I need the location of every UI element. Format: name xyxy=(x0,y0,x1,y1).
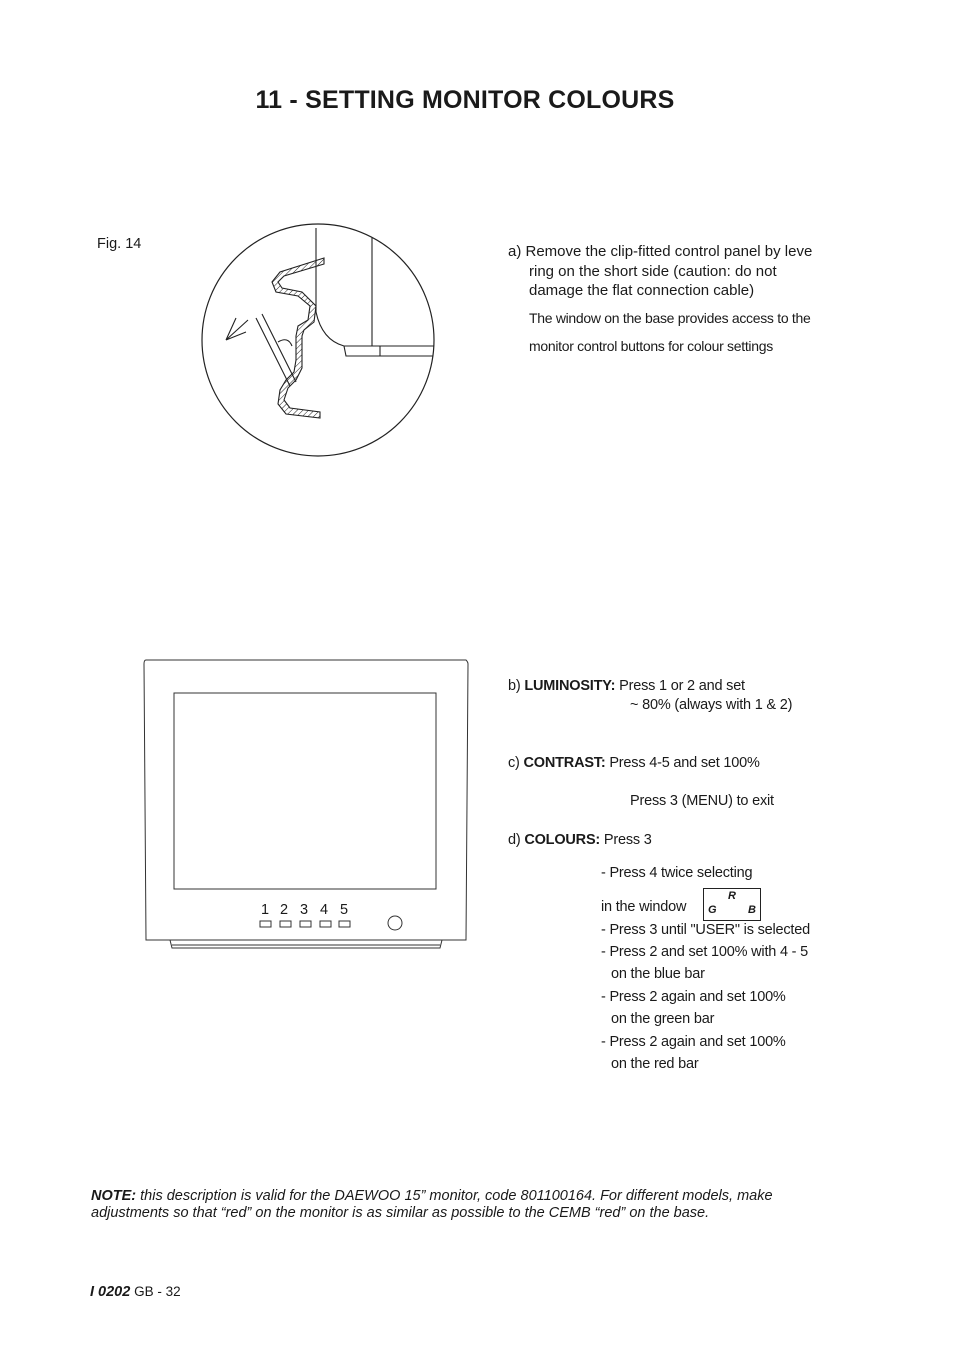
note-label: NOTE: xyxy=(91,1188,137,1204)
section-c-prefix: c) xyxy=(508,755,524,771)
section-b-line2: ~ 80% (always with 1 & 2) xyxy=(630,697,793,713)
colours-label: COLOURS: xyxy=(524,832,601,848)
rgb-r: R xyxy=(728,890,736,902)
section-d xyxy=(508,832,652,848)
section-a xyxy=(508,242,868,357)
figure-label: Fig. 14 xyxy=(97,236,142,252)
monitor-button-3-label: 3 xyxy=(300,902,309,918)
section-d-prefix: d) xyxy=(508,832,525,848)
section-c-text: Press 4-5 and set 100% xyxy=(605,755,760,771)
section-a-line3: damage the flat connection cable) xyxy=(529,282,755,299)
rgb-g: G xyxy=(708,904,717,916)
colours-step: - Press 2 again and set 100% xyxy=(601,1034,786,1050)
rgb-b: B xyxy=(748,904,756,916)
section-d-text: Press 3 xyxy=(600,832,652,848)
section-a-line2: ring on the short side (caution: do not xyxy=(529,262,777,280)
luminosity-label: LUMINOSITY: xyxy=(524,678,616,694)
section-c xyxy=(508,755,760,771)
page-footer xyxy=(90,1284,181,1300)
page-title: 11 - SETTING MONITOR COLOURS xyxy=(255,86,675,114)
section-a-line1: a) Remove the clip-fitted control panel by leve xyxy=(508,243,813,260)
colours-step: in the window xyxy=(601,899,687,915)
note-text: this description is valid for the DAEWOO 15” monitor, code 801100164. For different models, make adjustments so that “red” on the monitor is as similar as possible to the CEMB “red” on the base. xyxy=(91,1188,773,1221)
section-b-prefix: b) xyxy=(508,678,525,694)
monitor-button-1-label: 1 xyxy=(261,902,270,918)
colours-step: on the green bar xyxy=(611,1011,715,1027)
colours-step: on the blue bar xyxy=(611,966,705,982)
section-b-text: Press 1 or 2 and set xyxy=(615,678,745,694)
note-paragraph xyxy=(91,1188,851,1222)
monitor-button-4-label: 4 xyxy=(320,902,329,918)
section-b xyxy=(508,678,745,694)
monitor-button-2-label: 2 xyxy=(280,902,289,918)
colours-step: on the red bar xyxy=(611,1056,699,1072)
colours-step: - Press 4 twice selecting xyxy=(601,865,753,881)
page-number: GB - 32 xyxy=(130,1284,181,1299)
colours-step: - Press 2 again and set 100% xyxy=(601,989,786,1005)
rgb-window-icon xyxy=(703,888,761,921)
document-code: I 0202 xyxy=(90,1284,131,1300)
contrast-label: CONTRAST: xyxy=(523,755,606,771)
monitor-button-5-label: 5 xyxy=(340,902,349,918)
section-c-line2: Press 3 (MENU) to exit xyxy=(630,793,774,809)
section-a-note2: monitor control buttons for colour settings xyxy=(529,338,773,354)
colours-step: - Press 3 until "USER" is selected xyxy=(601,922,810,938)
section-a-note1: The window on the base provides access to the xyxy=(529,309,811,326)
colours-step: - Press 2 and set 100% with 4 - 5 xyxy=(601,944,808,960)
